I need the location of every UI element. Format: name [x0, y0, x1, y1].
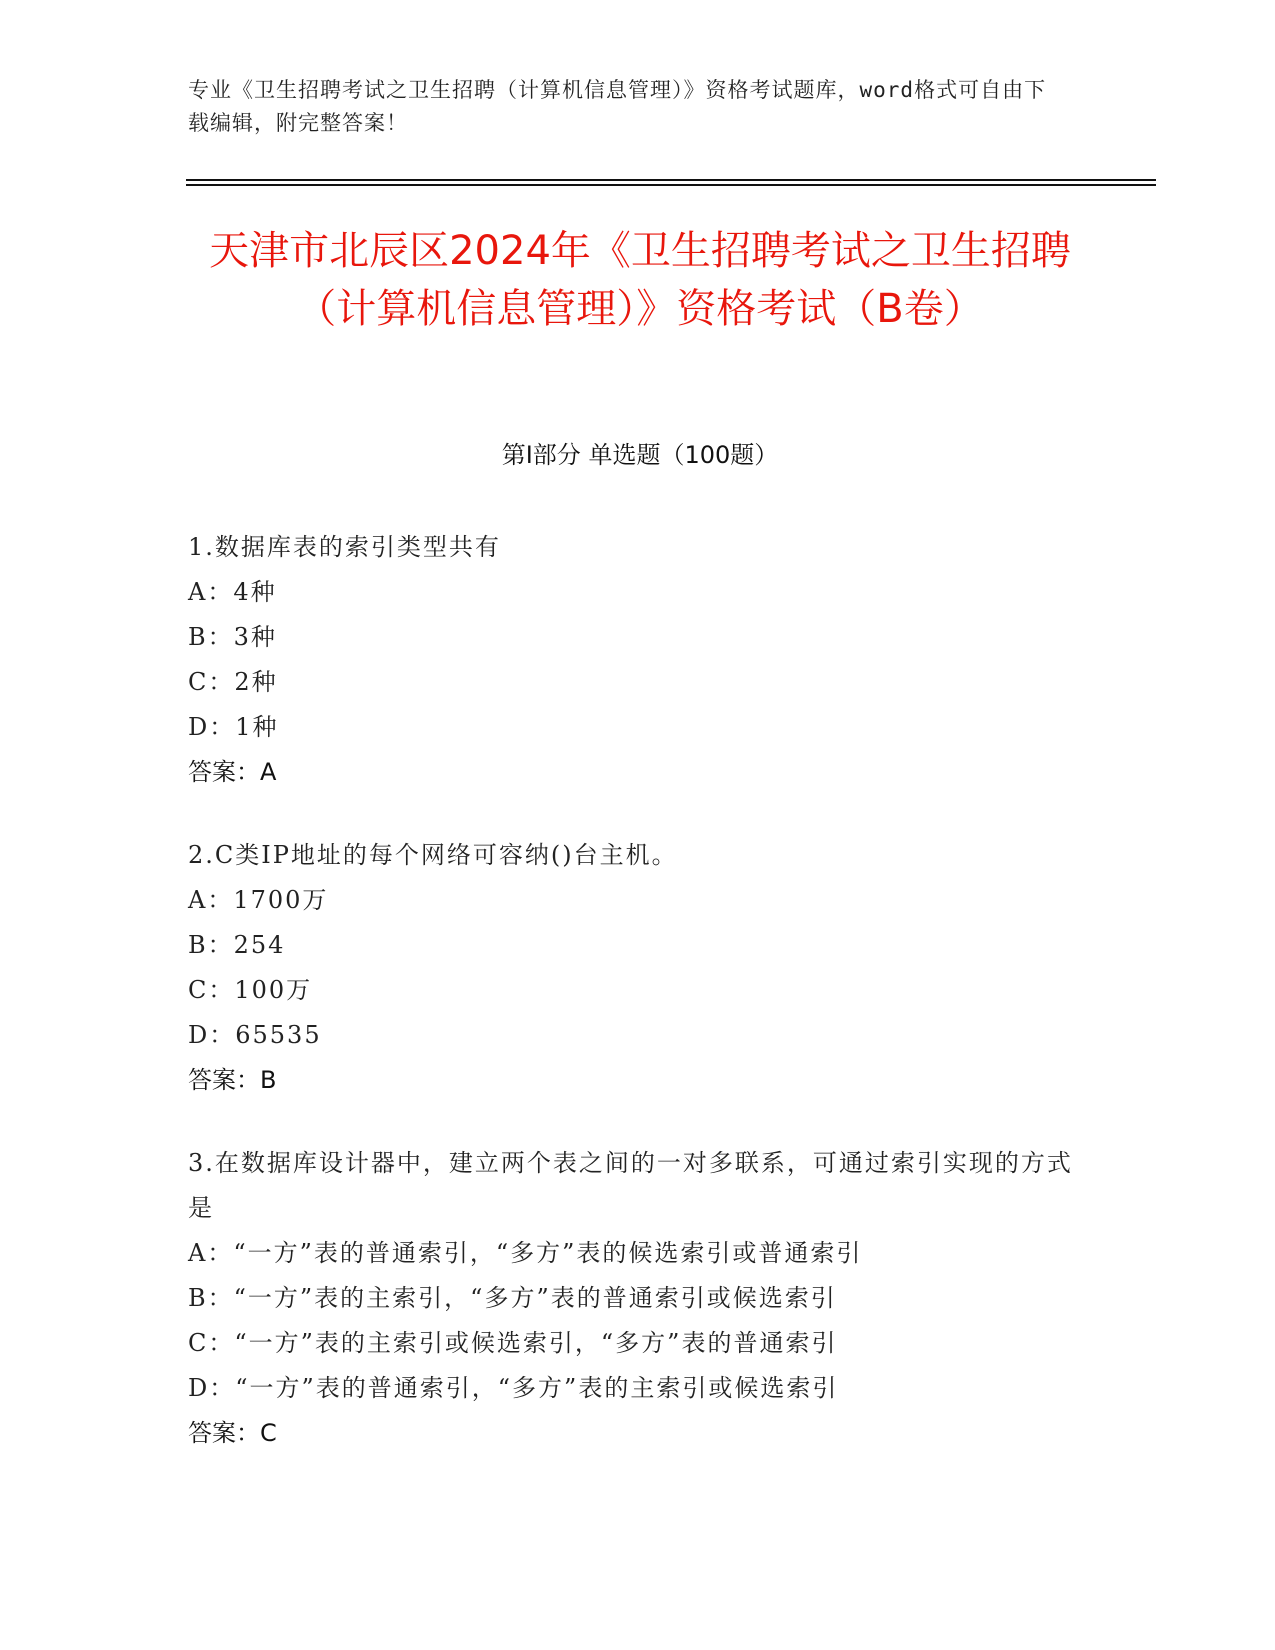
option-b: B：3种 [188, 623, 277, 651]
option-c: C：“一方”表的主索引或候选索引，“多方”表的普通索引 [188, 1329, 838, 1357]
option-b: B：“一方”表的主索引，“多方”表的普通索引或候选索引 [188, 1284, 837, 1312]
option-a: A：“一方”表的普通索引，“多方”表的候选索引或普通索引 [188, 1239, 863, 1267]
option-a: A：1700万 [188, 886, 329, 914]
answer: 答案：B [188, 1066, 277, 1094]
document-title: 天津市北辰区2024年《卫生招聘考试之卫生招聘（计算机信息管理）》资格考试（B卷） [209, 228, 1071, 332]
option-d: D：1种 [188, 713, 279, 741]
question-list [188, 525, 1088, 1494]
option-c: C：2种 [188, 668, 278, 696]
option-c: C：100万 [188, 976, 313, 1004]
answer: 答案：C [188, 1419, 277, 1447]
header-note: 专业《卫生招聘考试之卫生招聘（计算机信息管理）》资格考试题库，word格式可自由下载编辑，附完整答案！ [188, 78, 1047, 135]
question-stem: 2.C类IP地址的每个网络可容纳()台主机。 [188, 841, 678, 869]
answer: 答案：A [188, 758, 277, 786]
header-divider-bottom [186, 184, 1156, 186]
question-3 [188, 1141, 1088, 1456]
option-a: A：4种 [188, 578, 277, 606]
header-divider-top [186, 179, 1156, 181]
question-1 [188, 525, 1088, 795]
option-d: D：“一方”表的普通索引，“多方”表的主索引或候选索引 [188, 1374, 839, 1402]
option-d: D：65535 [188, 1021, 322, 1049]
option-b: B：254 [188, 931, 286, 959]
question-stem: 1.数据库表的索引类型共有 [188, 533, 501, 561]
section-title: 第Ⅰ部分 单选题（100题） [501, 441, 779, 469]
question-2 [188, 833, 1088, 1103]
question-stem: 3.在数据库设计器中，建立两个表之间的一对多联系，可通过索引实现的方式是 [188, 1149, 1073, 1222]
